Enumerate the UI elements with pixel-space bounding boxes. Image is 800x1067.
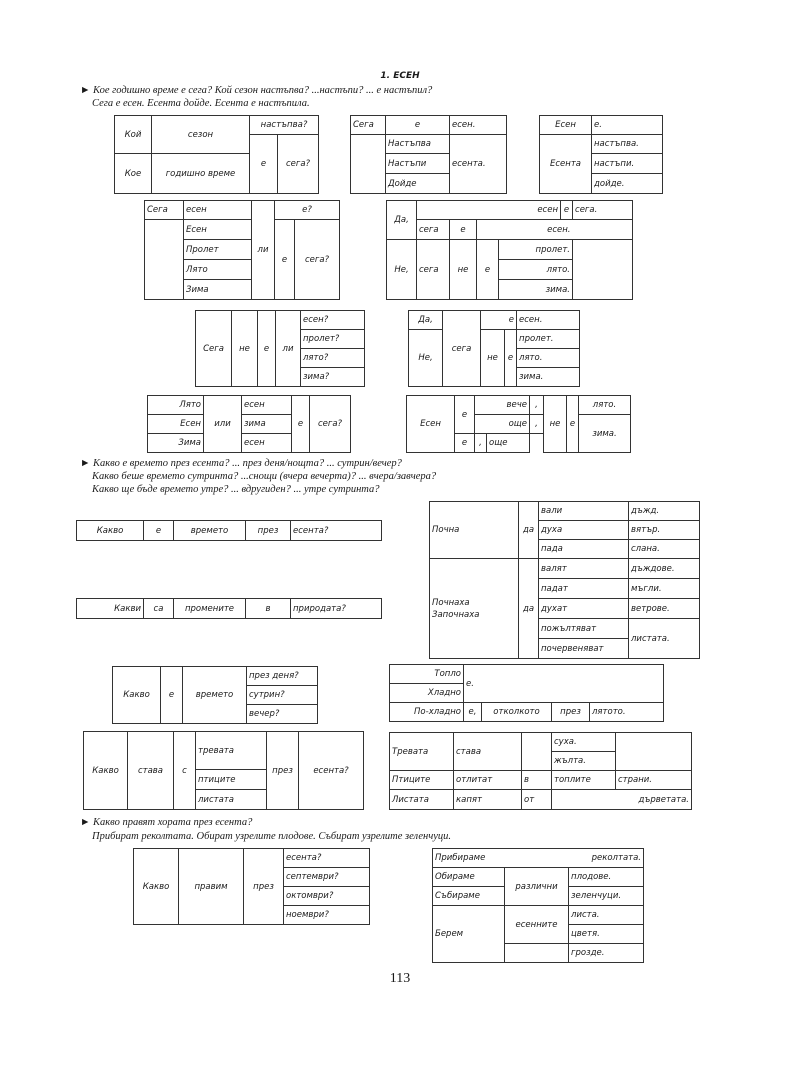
cell: вятър.: [629, 521, 700, 540]
cell: е: [505, 330, 517, 387]
cell: [505, 944, 569, 963]
cell: Птиците: [390, 771, 454, 790]
cell: Какви: [77, 599, 144, 619]
cell: листата: [196, 790, 267, 810]
cell: реколтата.: [569, 849, 644, 868]
bullet-marker: ►: [80, 85, 91, 96]
cell: ,: [530, 396, 544, 415]
cell: става: [128, 732, 174, 810]
cell: Есента: [540, 135, 592, 194]
cell: ноември?: [284, 906, 370, 925]
table-yes-no-now: [408, 310, 580, 387]
page-title: 1. ЕСЕН: [380, 71, 420, 81]
cell: октомври?: [284, 887, 370, 906]
cell: Прибираме: [433, 849, 569, 868]
cell: е: [144, 521, 174, 541]
cell: е: [292, 396, 310, 453]
cell: времето: [174, 521, 246, 541]
cell: топлите: [552, 771, 616, 790]
cell: е: [455, 434, 475, 453]
cell: Сега: [145, 201, 184, 220]
cell: грозде.: [569, 944, 644, 963]
cell: в: [246, 599, 291, 619]
cell: времето: [183, 667, 247, 724]
cell: сега: [417, 240, 450, 300]
cell: е: [275, 220, 295, 300]
cell: Лято: [184, 260, 252, 280]
cell: падат: [539, 579, 629, 599]
cell: Есен: [540, 116, 592, 135]
cell: Почна: [430, 502, 519, 559]
cell: Не,: [409, 330, 443, 387]
cell: е: [455, 396, 475, 434]
cell: са: [144, 599, 174, 619]
cell: листата.: [629, 619, 700, 659]
cell: е: [258, 311, 276, 387]
cell: е: [450, 220, 477, 240]
cell: през деня?: [247, 667, 318, 686]
cell: не: [481, 330, 505, 387]
cell: с: [174, 732, 196, 810]
cell: мъгли.: [629, 579, 700, 599]
cell: пролет?: [301, 330, 365, 349]
cell: вече: [475, 396, 530, 415]
cell: е: [481, 311, 517, 330]
cell: отлитат: [454, 771, 522, 790]
cell: от: [522, 790, 552, 810]
cell: Обираме: [433, 868, 505, 887]
cell: през: [552, 703, 590, 722]
cell: Не,: [387, 240, 417, 300]
cell: суха.: [552, 733, 616, 752]
table-yes-no-autumn: [386, 200, 633, 300]
cell: лято?: [301, 349, 365, 368]
table-warm-cool: [389, 664, 664, 722]
table-weather-day: [112, 666, 318, 724]
cell: Събираме: [433, 887, 505, 906]
question-text: Какво правят хората през есента?: [93, 817, 253, 828]
cell: не: [544, 396, 567, 453]
cell: есента.: [450, 135, 507, 194]
cell: слана.: [629, 540, 700, 559]
cell: сутрин?: [247, 686, 318, 705]
cell: ветрове.: [629, 599, 700, 619]
cell: Есен: [148, 415, 204, 434]
question-line: Какво беше времето сутринта? ...снощи (вчера вечерта)? ... вчера/завчера?: [92, 471, 437, 482]
cell: Зима: [148, 434, 204, 453]
answer-line: Сега е есен. Есента дойде. Есента е настъпила.: [92, 98, 310, 109]
cell: зима.: [499, 280, 573, 300]
page-number: 113: [389, 971, 411, 986]
cell: дъждове.: [629, 559, 700, 579]
cell: зима.: [579, 415, 631, 453]
cell: Дойде: [386, 174, 450, 194]
cell: Лято: [148, 396, 204, 415]
cell: е.: [592, 116, 663, 135]
cell: Зима: [184, 280, 252, 300]
cell: плодове.: [569, 868, 644, 887]
table-grass-birds-leaves: [389, 732, 692, 810]
table-is-it-not-autumn: [195, 310, 365, 387]
cell: Какво: [113, 667, 161, 724]
cell: да: [519, 502, 539, 559]
cell: [573, 240, 633, 300]
table-what-changes: [76, 598, 382, 619]
cell: ли: [252, 201, 275, 300]
cell: Да,: [409, 311, 443, 330]
cell: годишно време: [152, 154, 250, 194]
table-autumn-came: [539, 115, 663, 194]
cell: пожълтяват: [539, 619, 629, 639]
cell: Есен: [184, 220, 252, 240]
cell: настъпва?: [250, 116, 319, 135]
cell: сега: [443, 311, 481, 387]
cell: есен: [242, 396, 292, 415]
cell: вали: [539, 502, 629, 521]
question-line: [80, 816, 252, 829]
cell: да: [519, 559, 539, 659]
cell: дърветата.: [552, 790, 692, 810]
question-line: Какво ще бъде времето утре? ... вдругиден? ... утре сутринта?: [92, 484, 380, 495]
cell: Листата: [390, 790, 454, 810]
cell: сега?: [278, 135, 319, 194]
question-text: Какво е времето през есента? ... през деня/нощта? ... сутрин/вечер?: [93, 458, 402, 469]
cell: не: [232, 311, 258, 387]
cell: е?: [275, 201, 340, 220]
table-harvest: [432, 848, 644, 963]
cell: есен.: [450, 116, 507, 135]
table-what-we-do: [133, 848, 370, 925]
cell: правим: [179, 849, 244, 925]
cell: е.: [464, 665, 664, 703]
cell: лято.: [499, 260, 573, 280]
cell: Кой: [115, 116, 152, 154]
table-what-weather: [76, 520, 382, 541]
cell: или: [204, 396, 242, 453]
cell: зима?: [301, 368, 365, 387]
cell: Сега: [351, 116, 386, 135]
cell: настъпи.: [592, 154, 663, 174]
table-now-is-autumn: [350, 115, 507, 194]
cell: Есен: [407, 396, 455, 453]
cell: не: [450, 240, 477, 300]
cell: ли: [276, 311, 301, 387]
cell: Да,: [387, 201, 417, 240]
cell: Кое: [115, 154, 152, 194]
cell: зеленчуци.: [569, 887, 644, 906]
table-is-it-autumn: [144, 200, 340, 300]
cell: Настъпва: [386, 135, 450, 154]
cell: още: [487, 434, 530, 453]
cell: природата?: [291, 599, 382, 619]
cell: цветя.: [569, 925, 644, 944]
cell: е: [477, 240, 499, 300]
cell: Настъпи: [386, 154, 450, 174]
cell: птиците: [196, 770, 267, 790]
cell: вечер?: [247, 705, 318, 724]
cell: есен: [242, 434, 292, 453]
bullet-marker: ►: [80, 458, 91, 469]
cell: през: [246, 521, 291, 541]
cell: тревата: [196, 732, 267, 770]
cell: духа: [539, 521, 629, 540]
cell: есен?: [301, 311, 365, 330]
cell: е: [561, 201, 573, 220]
cell: Пролет: [184, 240, 252, 260]
cell: сега: [417, 220, 450, 240]
cell: пада: [539, 540, 629, 559]
cell-line: Почнаха: [432, 597, 470, 608]
cell: Берем: [433, 906, 505, 963]
cell: Топло: [390, 665, 464, 684]
question-line: [80, 84, 432, 97]
cell: ,: [475, 434, 487, 453]
answer-line: Прибират реколтата. Обират узрелите плодове. Събират узрелите зеленчуци.: [92, 831, 452, 842]
cell: сезон: [152, 116, 250, 154]
cell: почервеняват: [539, 639, 629, 659]
cell: е: [567, 396, 579, 453]
cell: [573, 220, 633, 240]
cell: [522, 733, 552, 771]
cell: [351, 135, 386, 194]
cell: е: [250, 135, 278, 194]
cell: страни.: [616, 771, 692, 790]
cell: отколкото: [482, 703, 552, 722]
table-began-to: [429, 501, 700, 659]
cell: през: [244, 849, 284, 925]
question-line: [80, 457, 402, 470]
cell: [616, 733, 692, 771]
table-what-happens: [83, 731, 364, 810]
cell: По-хладно: [390, 703, 464, 722]
cell: дъжд.: [629, 502, 700, 521]
cell: есента?: [291, 521, 382, 541]
cell: есен.: [517, 311, 580, 330]
cell: [530, 434, 544, 453]
cell: [430, 559, 519, 659]
question-text: Кое годишно време е сега? Кой сезон настъпва? ...настъпи? ... е настъпил?: [93, 85, 433, 96]
cell-line: Започнаха: [432, 609, 480, 620]
cell: есенните: [505, 906, 569, 944]
cell: Хладно: [390, 684, 464, 703]
cell: настъпва.: [592, 135, 663, 154]
cell: пролет.: [517, 330, 580, 349]
cell: капят: [454, 790, 522, 810]
cell: дойде.: [592, 174, 663, 194]
cell: зима.: [517, 368, 580, 387]
cell: е,: [464, 703, 482, 722]
cell: ,: [530, 415, 544, 434]
cell: в: [522, 771, 552, 790]
cell: есен: [184, 201, 252, 220]
cell: различни: [505, 868, 569, 906]
cell: есен.: [477, 220, 573, 240]
cell: Какво: [134, 849, 179, 925]
cell: зима: [242, 415, 292, 434]
cell: промените: [174, 599, 246, 619]
cell: есента?: [299, 732, 364, 810]
cell: Сега: [196, 311, 232, 387]
cell: Какво: [84, 732, 128, 810]
cell: пролет.: [499, 240, 573, 260]
table-autumn-already: [406, 395, 631, 453]
cell: още: [475, 415, 530, 434]
cell: е: [386, 116, 450, 135]
cell: лято.: [579, 396, 631, 415]
cell: духат: [539, 599, 629, 619]
cell: става: [454, 733, 522, 771]
cell: сега?: [310, 396, 351, 453]
table-summer-or-autumn: [147, 395, 351, 453]
cell: лято.: [517, 349, 580, 368]
cell: жълта.: [552, 752, 616, 771]
cell: есента?: [284, 849, 370, 868]
cell: Какво: [77, 521, 144, 541]
bullet-marker: ►: [80, 817, 91, 828]
table-which-season: [114, 115, 319, 194]
cell: листа.: [569, 906, 644, 925]
cell: валят: [539, 559, 629, 579]
cell: през: [267, 732, 299, 810]
cell: лятото.: [590, 703, 664, 722]
cell: е: [161, 667, 183, 724]
cell: есен: [417, 201, 561, 220]
cell: Тревата: [390, 733, 454, 771]
cell: сега.: [573, 201, 633, 220]
cell: септември?: [284, 868, 370, 887]
cell: сега?: [295, 220, 340, 300]
cell: [145, 220, 184, 300]
